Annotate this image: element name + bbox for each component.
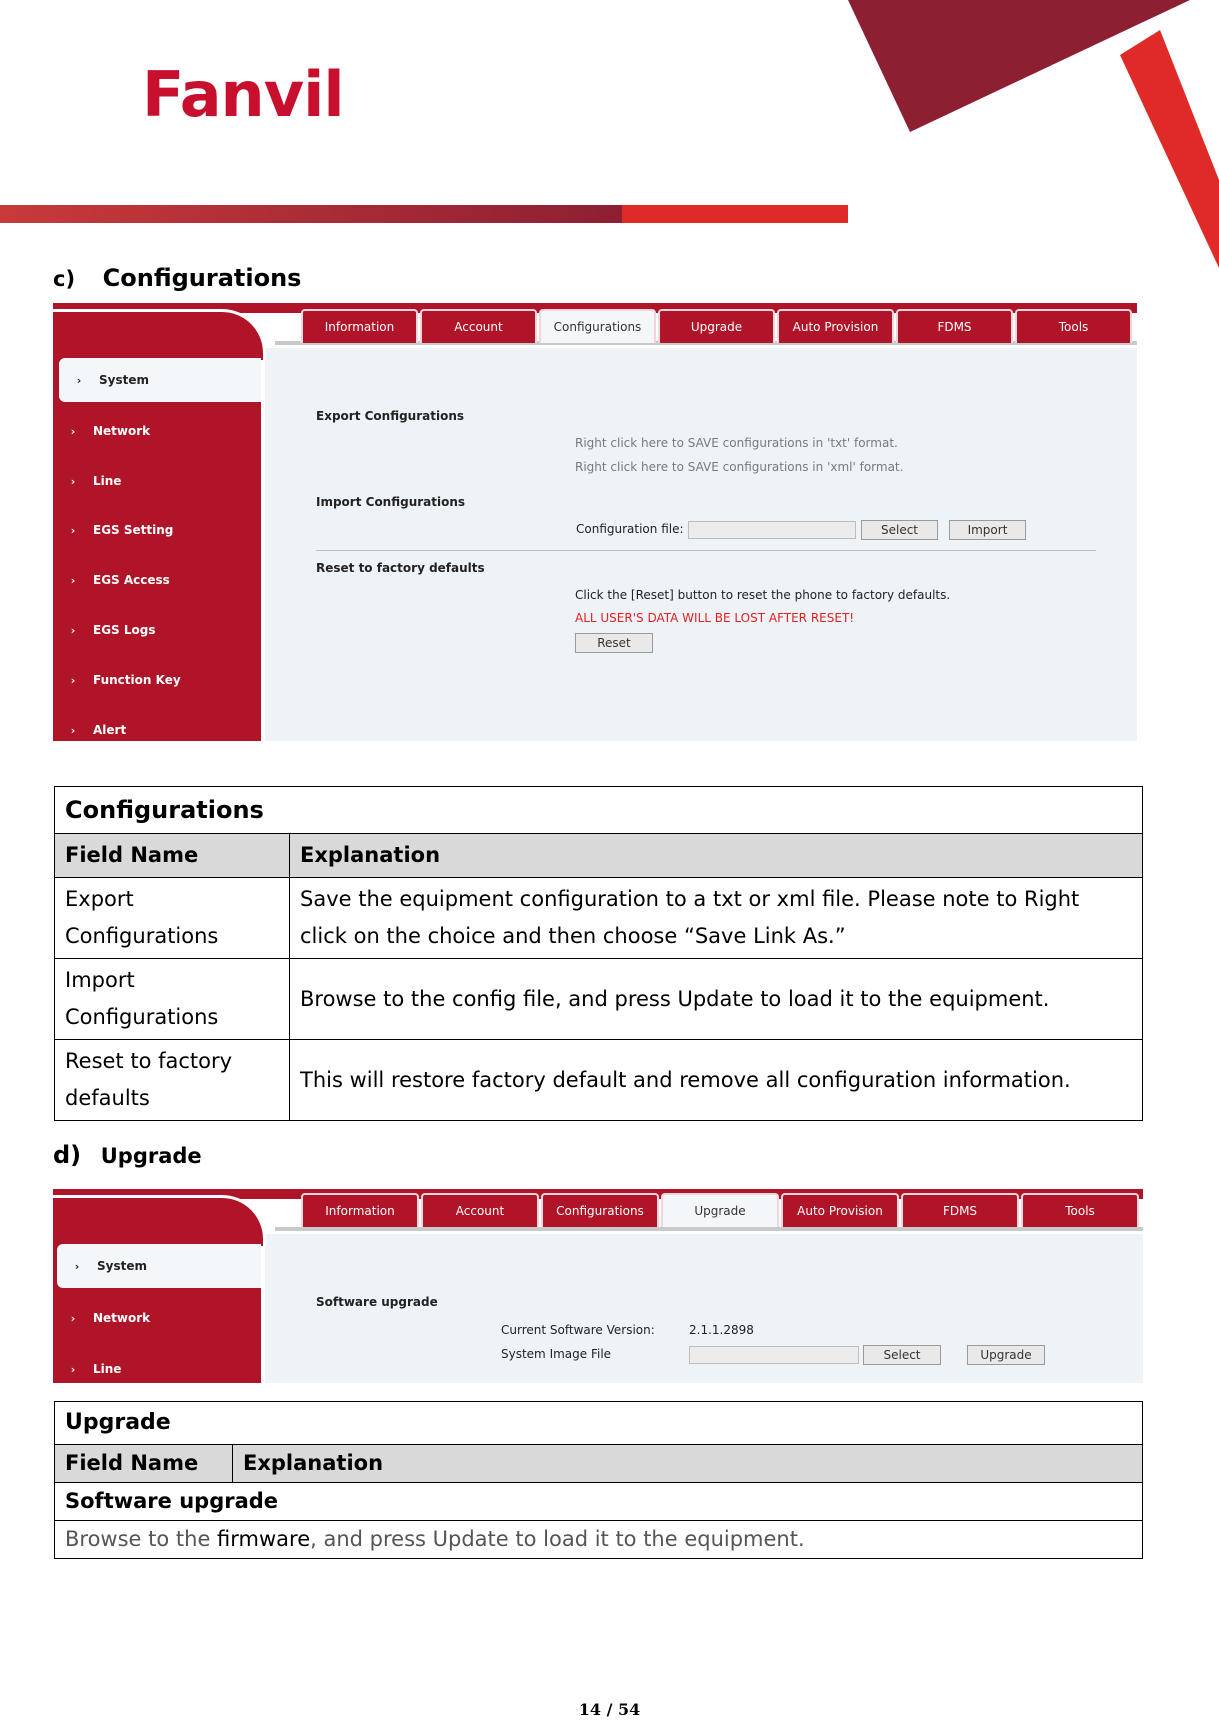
export-xml-link[interactable]: Right click here to SAVE configurations in 'xml' format.: [575, 460, 904, 474]
tab-upgrade[interactable]: Upgrade: [658, 309, 775, 343]
system-image-label: System Image File: [501, 1347, 612, 1361]
description-post: , and press Update to load it to the equipment.: [310, 1527, 805, 1551]
page-number: 14 / 54: [578, 1700, 641, 1719]
reset-button[interactable]: Reset: [575, 633, 653, 653]
reset-title: Reset to factory defaults: [316, 561, 485, 575]
sidebar-item-egs-logs[interactable]: [53, 615, 261, 645]
tab-information[interactable]: Information: [301, 1193, 419, 1227]
sidebar-item-network[interactable]: [53, 416, 261, 446]
config-file-input[interactable]: [688, 521, 856, 539]
select-button[interactable]: Select: [863, 1345, 941, 1365]
header-decoration: [0, 0, 1219, 270]
tab-tools[interactable]: Tools: [1015, 309, 1132, 343]
tab-fdms[interactable]: FDMS: [901, 1193, 1019, 1227]
export-txt-link[interactable]: Right click here to SAVE configurations in 'txt' format.: [575, 436, 898, 450]
table-title: Configurations: [55, 787, 1143, 834]
field-cell: Import Configurations: [55, 959, 290, 1040]
chevron-right-icon: ›: [70, 1311, 76, 1325]
current-version-value: 2.1.1.2898: [689, 1323, 754, 1337]
explanation-cell: Save the equipment configuration to a txt or xml file. Please note to Right click on the choice and then choose “Save Link As.”: [290, 878, 1143, 959]
section-d-heading: [53, 1141, 202, 1169]
section-d-marker: d): [53, 1141, 82, 1169]
sidebar-item-line[interactable]: [53, 1354, 261, 1383]
export-title: Export Configurations: [316, 409, 465, 423]
explanation-cell: Browse to the config file, and press Update to load it to the equipment.: [290, 959, 1143, 1040]
chevron-right-icon: ›: [70, 673, 76, 687]
chevron-right-icon: ›: [70, 573, 76, 587]
field-cell: Reset to factory defaults: [55, 1040, 290, 1121]
table-row: [55, 878, 1143, 959]
sidebar-item-label: EGS Setting: [93, 523, 174, 537]
section-c-title: Configurations: [102, 264, 302, 292]
select-button[interactable]: Select: [861, 520, 938, 540]
system-image-input[interactable]: [689, 1346, 859, 1364]
reset-text: Click the [Reset] button to reset the phone to factory defaults.: [575, 588, 951, 602]
tab-account[interactable]: Account: [420, 309, 537, 343]
software-upgrade-title: Software upgrade: [316, 1295, 438, 1309]
tab-upgrade[interactable]: Upgrade: [661, 1193, 779, 1227]
tab-information[interactable]: Information: [301, 309, 418, 343]
table-title: Upgrade: [55, 1402, 1143, 1445]
sidebar-item-label: Function Key: [93, 673, 181, 687]
section-d-title: Upgrade: [100, 1144, 202, 1168]
table-row: [55, 1040, 1143, 1121]
upgrade-button[interactable]: Upgrade: [967, 1345, 1045, 1365]
tab-configurations[interactable]: Configurations: [539, 309, 656, 343]
sidebar-item-network[interactable]: [53, 1303, 261, 1333]
chevron-right-icon: ›: [70, 623, 76, 637]
sidebar-corner: [53, 309, 266, 360]
sidebar-item-label: System: [97, 1259, 147, 1273]
tab-fdms[interactable]: FDMS: [896, 309, 1013, 343]
explanation-cell: This will restore factory default and remove all configuration information.: [290, 1040, 1143, 1121]
current-version-label: Current Software Version:: [501, 1323, 655, 1337]
chevron-right-icon: ›: [76, 373, 82, 387]
header-field-name: Field Name: [55, 834, 290, 878]
fanvil-logo: Fanvil: [142, 58, 344, 131]
sidebar-item-egs-setting[interactable]: [53, 515, 261, 545]
description-row: [55, 1521, 1143, 1559]
header-bar-red: [622, 205, 848, 223]
chevron-right-icon: ›: [70, 523, 76, 537]
sidebar-item-label: Network: [93, 424, 151, 438]
chevron-right-icon: ›: [70, 424, 76, 438]
description-pre: Browse to the: [65, 1527, 218, 1551]
subheading-row: Software upgrade: [55, 1483, 1143, 1521]
header-bar-dark: [0, 205, 622, 223]
header-explanation: Explanation: [290, 834, 1143, 878]
sidebar-item-system[interactable]: [57, 1244, 261, 1288]
chevron-right-icon: ›: [70, 474, 76, 488]
section-c-heading: [53, 264, 301, 292]
section-c-marker: c): [53, 267, 76, 291]
reset-warning: ALL USER'S DATA WILL BE LOST AFTER RESET!: [575, 611, 855, 625]
configurations-table: [54, 786, 1143, 1121]
sidebar-item-label: Alert: [93, 723, 127, 737]
header-field-name: Field Name: [55, 1445, 233, 1483]
tab-strip-line: [275, 1227, 1143, 1231]
header-explanation: Explanation: [233, 1445, 1143, 1483]
tab-auto-provision[interactable]: Auto Provision: [777, 309, 894, 343]
sidebar-item-function-key[interactable]: [53, 665, 261, 695]
upgrade-screenshot: [53, 1189, 1143, 1383]
chevron-right-icon: ›: [70, 723, 76, 737]
sidebar-item-alert[interactable]: [53, 715, 261, 741]
sidebar-item-label: Network: [93, 1311, 151, 1325]
tab-auto-provision[interactable]: Auto Provision: [781, 1193, 899, 1227]
sidebar-item-line[interactable]: [53, 466, 261, 496]
tab-configurations[interactable]: Configurations: [541, 1193, 659, 1227]
description-keyword: firmware: [217, 1527, 311, 1551]
tab-account[interactable]: Account: [421, 1193, 539, 1227]
tab-tools[interactable]: Tools: [1021, 1193, 1139, 1227]
divider: [316, 550, 1096, 551]
upgrade-table: [54, 1401, 1143, 1559]
sidebar-item-label: EGS Access: [93, 573, 170, 587]
sidebar-item-label: EGS Logs: [93, 623, 156, 637]
table-row: [55, 959, 1143, 1040]
config-file-label: Configuration file:: [576, 522, 684, 536]
content-area: [265, 348, 1137, 741]
chevron-right-icon: ›: [74, 1259, 80, 1273]
sidebar-item-egs-access[interactable]: [53, 565, 261, 595]
import-title: Import Configurations: [316, 495, 466, 509]
import-button[interactable]: Import: [949, 520, 1026, 540]
sidebar-item-label: Line: [93, 474, 122, 488]
configurations-screenshot: [53, 303, 1137, 741]
sidebar-item-system[interactable]: [59, 358, 261, 402]
chevron-right-icon: ›: [70, 1362, 76, 1376]
sidebar-corner: [53, 1195, 266, 1246]
sidebar-item-label: Line: [93, 1362, 122, 1376]
sidebar-item-label: System: [99, 373, 149, 387]
field-cell: Export Configurations: [55, 878, 290, 959]
